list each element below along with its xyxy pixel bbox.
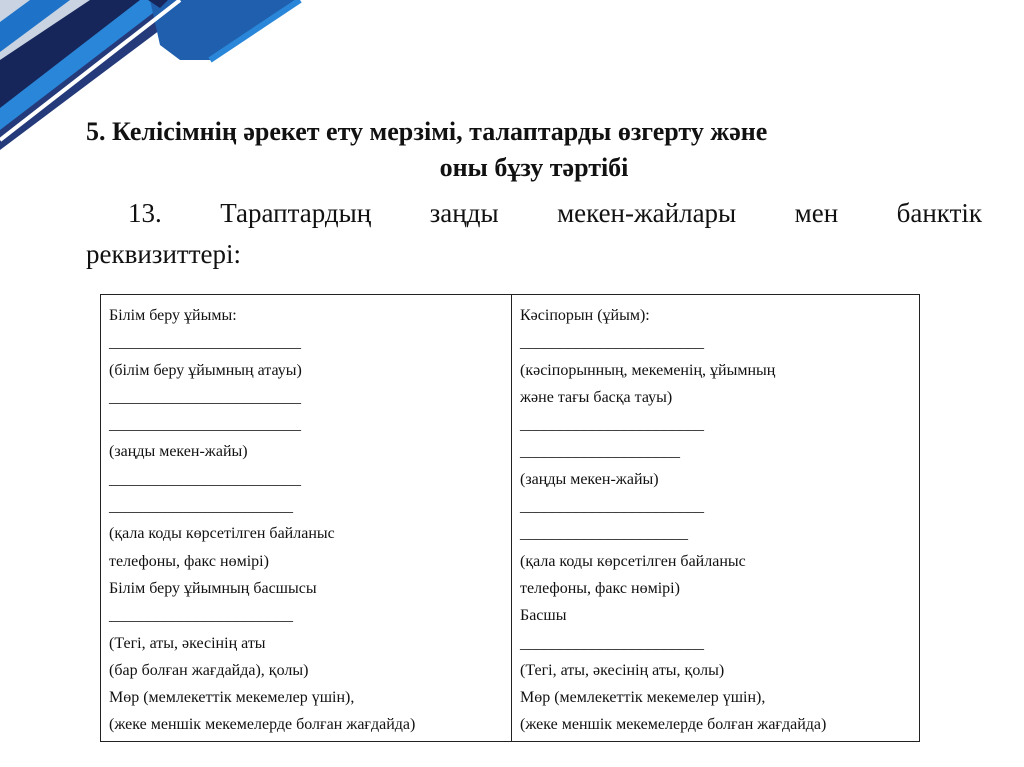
requisites-table: [100, 294, 920, 742]
table-line: _______________________: [520, 634, 704, 652]
section-heading: [86, 114, 982, 186]
table-line: Білім беру ұйымның басшысы: [109, 579, 317, 597]
education-org-column: [101, 295, 512, 741]
table-line: ________________________: [109, 388, 301, 406]
paragraph-line-1: [86, 193, 982, 234]
table-line: телефоны, факс нөмірі): [109, 552, 269, 570]
heading-line-1: 5. Келісімнің әрекет ету мерзімі, талаптарды өзгерту және: [86, 117, 768, 146]
table-line: ________________________: [109, 334, 301, 352]
table-line: Кәсіпорын (ұйым):: [520, 307, 650, 324]
paragraph-word: мен: [794, 198, 839, 228]
table-line: (Тегі, аты, әкесінің аты: [109, 634, 266, 652]
paragraph-line-2: реквизиттері:: [86, 239, 241, 269]
heading-line-2: оны бұзу тәртібі: [439, 153, 629, 182]
table-line: _______________________: [520, 334, 704, 352]
table-line: (кәсіпорынның, мекеменің, ұйымның: [520, 361, 776, 379]
paragraph-word: 13.: [128, 198, 162, 228]
paragraph-word: Тараптардың: [220, 198, 372, 228]
paragraph-word: банктік: [896, 198, 982, 228]
table-line: _______________________: [520, 498, 704, 516]
table-line: (Тегі, аты, әкесінің аты, қолы): [520, 661, 725, 679]
table-line: (заңды мекен-жайы): [520, 470, 659, 488]
table-line: (білім беру ұйымның атауы): [109, 361, 302, 379]
table-line: (бар болған жағдайда), қолы): [109, 661, 309, 679]
table-line: (жеке меншік мекемелерде болған жағдайда): [109, 716, 416, 734]
table-line: және тағы басқа тауы): [520, 388, 673, 406]
table-line: Басшы: [520, 607, 567, 625]
table-line: _______________________: [109, 607, 293, 625]
table-line: (жеке меншік мекемелерде болған жағдайда): [520, 716, 827, 734]
table-line: телефоны, факс нөмірі): [520, 579, 680, 597]
table-line: (заңды мекен-жайы): [109, 443, 248, 461]
table-line: Мөр (мемлекеттік мекемелер үшін),: [520, 689, 766, 707]
table-line: _____________________: [520, 525, 688, 543]
table-line: (қала коды көрсетілген байланыс: [109, 525, 335, 543]
table-line: ________________________: [109, 416, 301, 434]
table-line: ________________________: [109, 470, 301, 488]
table-line: (қала коды көрсетілген байланыс: [520, 552, 746, 570]
table-line: _______________________: [109, 498, 293, 516]
table-line: Білім беру ұйымы:: [109, 307, 237, 324]
enterprise-column: [512, 295, 919, 741]
paragraph-word: мекен-жайлары: [557, 198, 737, 228]
table-line: _______________________: [520, 416, 704, 434]
clause-paragraph: [86, 193, 982, 275]
table-line: Мөр (мемлекеттік мекемелер үшін),: [109, 689, 355, 707]
paragraph-word: заңды: [429, 198, 499, 228]
table-line: ____________________: [520, 443, 680, 461]
